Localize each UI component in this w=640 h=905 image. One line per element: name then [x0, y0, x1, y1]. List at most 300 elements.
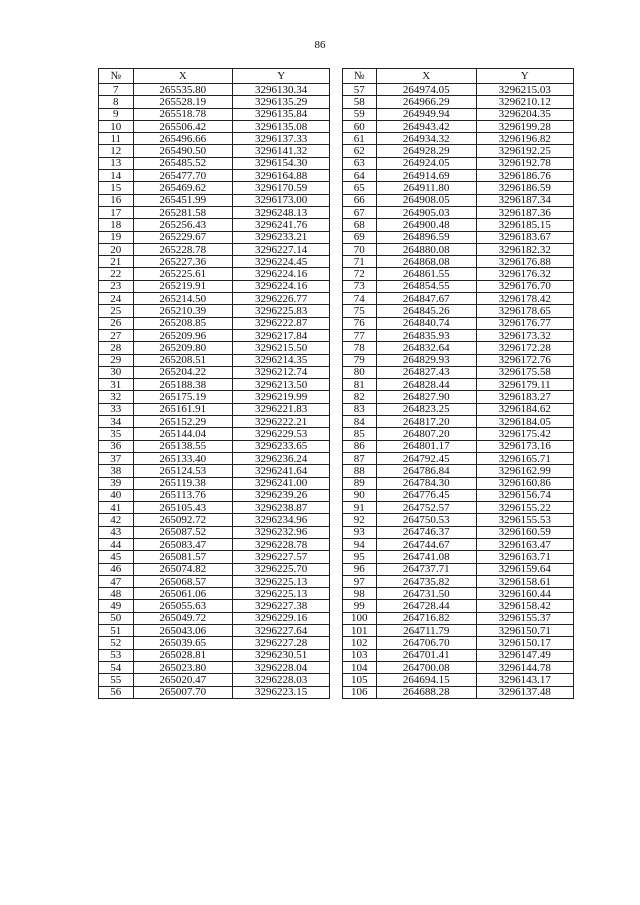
left-point-number: 11	[99, 133, 134, 145]
right-x-coordinate: 264868.08	[377, 256, 476, 268]
left-y-coordinate: 3296212.74	[232, 366, 329, 378]
left-x-coordinate: 265133.40	[133, 452, 232, 464]
left-x-coordinate: 265124.53	[133, 465, 232, 477]
table-row	[99, 219, 574, 231]
right-x-coordinate: 264829.93	[377, 354, 476, 366]
right-x-coordinate: 264752.57	[377, 502, 476, 514]
left-point-number: 20	[99, 243, 134, 255]
left-y-coordinate: 3296223.15	[232, 686, 329, 698]
column-gap	[330, 452, 342, 464]
left-y-coordinate: 3296225.70	[232, 563, 329, 575]
left-x-coordinate: 265227.36	[133, 256, 232, 268]
left-x-coordinate: 265043.06	[133, 625, 232, 637]
table-row	[99, 391, 574, 403]
right-point-number: 68	[342, 219, 377, 231]
left-y-coordinate: 3296173.00	[232, 194, 329, 206]
table-row	[99, 206, 574, 218]
left-y-coordinate: 3296224.16	[232, 280, 329, 292]
left-y-coordinate: 3296248.13	[232, 206, 329, 218]
column-gap	[330, 416, 342, 428]
right-x-coordinate: 264845.26	[377, 305, 476, 317]
column-gap	[330, 575, 342, 587]
table-row	[99, 674, 574, 686]
left-y-coordinate: 3296236.24	[232, 452, 329, 464]
right-x-coordinate: 264784.30	[377, 477, 476, 489]
column-gap	[330, 674, 342, 686]
left-x-coordinate: 265219.91	[133, 280, 232, 292]
right-y-coordinate: 3296160.86	[476, 477, 574, 489]
right-x-coordinate: 264949.94	[377, 108, 476, 120]
left-y-coordinate: 3296227.57	[232, 551, 329, 563]
right-x-coordinate: 264835.93	[377, 329, 476, 341]
left-point-number: 10	[99, 120, 134, 132]
right-x-coordinate: 264737.71	[377, 563, 476, 575]
column-gap	[330, 293, 342, 305]
left-x-coordinate: 265028.81	[133, 649, 232, 661]
right-y-coordinate: 3296204.35	[476, 108, 574, 120]
left-point-number: 34	[99, 416, 134, 428]
column-gap	[330, 403, 342, 415]
column-gap	[330, 477, 342, 489]
left-point-number: 16	[99, 194, 134, 206]
left-y-coordinate: 3296228.78	[232, 538, 329, 550]
column-gap	[330, 354, 342, 366]
right-y-coordinate: 3296178.65	[476, 305, 574, 317]
right-x-coordinate: 264792.45	[377, 452, 476, 464]
column-gap	[330, 538, 342, 550]
right-x-coordinate: 264731.50	[377, 588, 476, 600]
right-x-coordinate: 264840.74	[377, 317, 476, 329]
left-point-number: 8	[99, 96, 134, 108]
left-y-coordinate: 3296213.50	[232, 379, 329, 391]
table-row	[99, 366, 574, 378]
column-gap	[330, 108, 342, 120]
column-gap	[330, 489, 342, 501]
right-point-number: 93	[342, 526, 377, 538]
column-gap	[330, 649, 342, 661]
table-row	[99, 194, 574, 206]
table-row	[99, 305, 574, 317]
right-point-number: 96	[342, 563, 377, 575]
table-row	[99, 145, 574, 157]
left-point-number: 25	[99, 305, 134, 317]
right-x-coordinate: 264943.42	[377, 120, 476, 132]
right-y-coordinate: 3296159.64	[476, 563, 574, 575]
column-gap	[330, 305, 342, 317]
column-gap	[330, 637, 342, 649]
right-x-coordinate: 264827.90	[377, 391, 476, 403]
left-point-number: 50	[99, 612, 134, 624]
left-y-coordinate: 3296230.51	[232, 649, 329, 661]
right-x-coordinate: 264688.28	[377, 686, 476, 698]
right-point-number: 77	[342, 329, 377, 341]
table-row	[99, 649, 574, 661]
left-point-number: 52	[99, 637, 134, 649]
table-row	[99, 514, 574, 526]
right-y-coordinate: 3296183.67	[476, 231, 574, 243]
table-row	[99, 120, 574, 132]
left-y-coordinate: 3296227.28	[232, 637, 329, 649]
left-x-coordinate: 265214.50	[133, 293, 232, 305]
table-row	[99, 489, 574, 501]
table-row	[99, 342, 574, 354]
left-y-coordinate: 3296233.65	[232, 440, 329, 452]
table-row	[99, 477, 574, 489]
right-x-coordinate: 264928.29	[377, 145, 476, 157]
left-y-coordinate: 3296228.03	[232, 674, 329, 686]
left-point-number: 46	[99, 563, 134, 575]
right-x-coordinate: 264700.08	[377, 661, 476, 673]
column-gap	[330, 194, 342, 206]
table-row	[99, 379, 574, 391]
left-x-coordinate: 265228.78	[133, 243, 232, 255]
right-point-number: 75	[342, 305, 377, 317]
right-point-number: 69	[342, 231, 377, 243]
right-point-number: 83	[342, 403, 377, 415]
left-y-coordinate: 3296225.83	[232, 305, 329, 317]
column-gap	[330, 551, 342, 563]
right-y-coordinate: 3296176.77	[476, 317, 574, 329]
right-y-coordinate: 3296187.34	[476, 194, 574, 206]
right-point-number: 98	[342, 588, 377, 600]
left-y-coordinate: 3296215.50	[232, 342, 329, 354]
right-y-coordinate: 3296144.78	[476, 661, 574, 673]
left-point-number: 39	[99, 477, 134, 489]
table-row	[99, 686, 574, 698]
column-gap	[330, 120, 342, 132]
table-row	[99, 354, 574, 366]
table-row	[99, 428, 574, 440]
right-point-number: 103	[342, 649, 377, 661]
right-point-number: 72	[342, 268, 377, 280]
left-point-number: 27	[99, 329, 134, 341]
right-y-coordinate: 3296187.36	[476, 206, 574, 218]
right-point-number: 95	[342, 551, 377, 563]
left-y-coordinate: 3296224.16	[232, 268, 329, 280]
left-point-number: 12	[99, 145, 134, 157]
right-y-coordinate: 3296143.17	[476, 674, 574, 686]
right-point-number: 59	[342, 108, 377, 120]
left-x-coordinate: 265020.47	[133, 674, 232, 686]
left-point-number: 41	[99, 502, 134, 514]
right-y-coordinate: 3296192.78	[476, 157, 574, 169]
left-y-coordinate: 3296170.59	[232, 182, 329, 194]
column-gap	[330, 133, 342, 145]
left-y-coordinate: 3296214.35	[232, 354, 329, 366]
right-y-coordinate: 3296163.47	[476, 538, 574, 550]
column-gap	[330, 231, 342, 243]
table-row	[99, 452, 574, 464]
right-point-number: 90	[342, 489, 377, 501]
left-point-number: 44	[99, 538, 134, 550]
right-y-coordinate: 3296199.28	[476, 120, 574, 132]
right-x-coordinate: 264807.20	[377, 428, 476, 440]
right-x-coordinate: 264911.80	[377, 182, 476, 194]
table-row	[99, 661, 574, 673]
left-y-coordinate: 3296234.96	[232, 514, 329, 526]
left-x-coordinate: 265007.70	[133, 686, 232, 698]
left-x-coordinate: 265119.38	[133, 477, 232, 489]
left-point-number: 15	[99, 182, 134, 194]
left-x-coordinate: 265496.66	[133, 133, 232, 145]
table-row	[99, 96, 574, 108]
column-gap	[330, 317, 342, 329]
left-y-coordinate: 3296135.29	[232, 96, 329, 108]
right-y-coordinate: 3296137.48	[476, 686, 574, 698]
right-point-number: 105	[342, 674, 377, 686]
left-x-coordinate: 265469.62	[133, 182, 232, 194]
right-point-number: 99	[342, 600, 377, 612]
right-point-number: 88	[342, 465, 377, 477]
right-y-coordinate: 3296176.70	[476, 280, 574, 292]
left-point-number: 36	[99, 440, 134, 452]
left-point-number: 54	[99, 661, 134, 673]
left-point-number: 9	[99, 108, 134, 120]
left-x-coordinate: 265074.82	[133, 563, 232, 575]
left-y-coordinate: 3296229.16	[232, 612, 329, 624]
left-x-coordinate: 265138.55	[133, 440, 232, 452]
table-row	[99, 329, 574, 341]
column-gap	[330, 391, 342, 403]
left-y-coordinate: 3296225.13	[232, 575, 329, 587]
table-row	[99, 575, 574, 587]
left-point-number: 31	[99, 379, 134, 391]
left-point-number: 13	[99, 157, 134, 169]
left-point-number: 35	[99, 428, 134, 440]
table-row	[99, 440, 574, 452]
left-x-coordinate: 265256.43	[133, 219, 232, 231]
left-y-coordinate: 3296222.21	[232, 416, 329, 428]
right-y-coordinate: 3296158.61	[476, 575, 574, 587]
left-point-number: 28	[99, 342, 134, 354]
right-x-coordinate: 264908.05	[377, 194, 476, 206]
left-y-coordinate: 3296135.08	[232, 120, 329, 132]
right-y-coordinate: 3296165.71	[476, 452, 574, 464]
right-y-coordinate: 3296160.59	[476, 526, 574, 538]
right-point-number: 86	[342, 440, 377, 452]
table-row	[99, 243, 574, 255]
right-point-number: 79	[342, 354, 377, 366]
column-gap	[330, 612, 342, 624]
left-x-coordinate: 265229.67	[133, 231, 232, 243]
right-x-coordinate: 264966.29	[377, 96, 476, 108]
column-gap	[330, 268, 342, 280]
table-row	[99, 465, 574, 477]
column-gap	[330, 84, 342, 96]
table-row	[99, 157, 574, 169]
right-point-number: 82	[342, 391, 377, 403]
right-x-coordinate: 264924.05	[377, 157, 476, 169]
right-y-coordinate: 3296156.74	[476, 489, 574, 501]
left-x-coordinate: 265535.80	[133, 84, 232, 96]
column-gap	[330, 502, 342, 514]
right-point-number: 91	[342, 502, 377, 514]
table-row	[99, 170, 574, 182]
header-y-right: Y	[476, 69, 574, 84]
right-x-coordinate: 264900.48	[377, 219, 476, 231]
left-y-coordinate: 3296130.34	[232, 84, 329, 96]
header-x-left: X	[133, 69, 232, 84]
right-y-coordinate: 3296173.16	[476, 440, 574, 452]
right-point-number: 106	[342, 686, 377, 698]
left-point-number: 45	[99, 551, 134, 563]
left-x-coordinate: 265087.52	[133, 526, 232, 538]
column-gap	[330, 182, 342, 194]
left-point-number: 26	[99, 317, 134, 329]
left-x-coordinate: 265209.96	[133, 329, 232, 341]
left-x-coordinate: 265083.47	[133, 538, 232, 550]
left-point-number: 21	[99, 256, 134, 268]
header-y-left: Y	[232, 69, 329, 84]
right-x-coordinate: 264823.25	[377, 403, 476, 415]
left-point-number: 56	[99, 686, 134, 698]
right-point-number: 102	[342, 637, 377, 649]
left-point-number: 29	[99, 354, 134, 366]
left-x-coordinate: 265161.91	[133, 403, 232, 415]
right-point-number: 85	[342, 428, 377, 440]
right-y-coordinate: 3296175.42	[476, 428, 574, 440]
left-y-coordinate: 3296227.64	[232, 625, 329, 637]
left-x-coordinate: 265113.76	[133, 489, 232, 501]
left-point-number: 55	[99, 674, 134, 686]
table-body	[99, 84, 574, 699]
right-point-number: 78	[342, 342, 377, 354]
right-y-coordinate: 3296155.53	[476, 514, 574, 526]
right-point-number: 104	[342, 661, 377, 673]
right-x-coordinate: 264832.64	[377, 342, 476, 354]
column-gap	[330, 170, 342, 182]
right-y-coordinate: 3296162.99	[476, 465, 574, 477]
right-x-coordinate: 264750.53	[377, 514, 476, 526]
column-gap	[330, 563, 342, 575]
table-row	[99, 502, 574, 514]
left-x-coordinate: 265528.19	[133, 96, 232, 108]
column-gap	[330, 428, 342, 440]
right-x-coordinate: 264828.44	[377, 379, 476, 391]
right-y-coordinate: 3296183.27	[476, 391, 574, 403]
right-x-coordinate: 264817.20	[377, 416, 476, 428]
table-row	[99, 637, 574, 649]
left-y-coordinate: 3296229.53	[232, 428, 329, 440]
left-y-coordinate: 3296238.87	[232, 502, 329, 514]
left-point-number: 17	[99, 206, 134, 218]
right-y-coordinate: 3296184.62	[476, 403, 574, 415]
column-gap	[330, 625, 342, 637]
right-x-coordinate: 264905.03	[377, 206, 476, 218]
right-point-number: 100	[342, 612, 377, 624]
left-x-coordinate: 265477.70	[133, 170, 232, 182]
table-row	[99, 416, 574, 428]
table-row	[99, 538, 574, 550]
left-y-coordinate: 3296224.45	[232, 256, 329, 268]
right-point-number: 89	[342, 477, 377, 489]
left-x-coordinate: 265092.72	[133, 514, 232, 526]
right-x-coordinate: 264880.08	[377, 243, 476, 255]
left-x-coordinate: 265081.57	[133, 551, 232, 563]
table-row	[99, 182, 574, 194]
table-row	[99, 133, 574, 145]
left-y-coordinate: 3296225.13	[232, 588, 329, 600]
left-x-coordinate: 265188.38	[133, 379, 232, 391]
left-y-coordinate: 3296141.32	[232, 145, 329, 157]
right-y-coordinate: 3296178.42	[476, 293, 574, 305]
left-x-coordinate: 265210.39	[133, 305, 232, 317]
column-gap	[330, 342, 342, 354]
right-point-number: 65	[342, 182, 377, 194]
column-gap	[330, 661, 342, 673]
left-point-number: 40	[99, 489, 134, 501]
left-y-coordinate: 3296217.84	[232, 329, 329, 341]
table-row	[99, 280, 574, 292]
right-x-coordinate: 264827.43	[377, 366, 476, 378]
left-y-coordinate: 3296137.33	[232, 133, 329, 145]
left-x-coordinate: 265451.99	[133, 194, 232, 206]
right-x-coordinate: 264728.44	[377, 600, 476, 612]
left-point-number: 42	[99, 514, 134, 526]
table-row	[99, 293, 574, 305]
left-point-number: 48	[99, 588, 134, 600]
left-point-number: 18	[99, 219, 134, 231]
left-point-number: 24	[99, 293, 134, 305]
right-x-coordinate: 264694.15	[377, 674, 476, 686]
right-x-coordinate: 264847.67	[377, 293, 476, 305]
table-row	[99, 317, 574, 329]
left-x-coordinate: 265208.85	[133, 317, 232, 329]
right-point-number: 80	[342, 366, 377, 378]
right-y-coordinate: 3296147.49	[476, 649, 574, 661]
column-gap	[330, 69, 342, 84]
right-point-number: 101	[342, 625, 377, 637]
right-x-coordinate: 264776.45	[377, 489, 476, 501]
left-x-coordinate: 265518.78	[133, 108, 232, 120]
right-y-coordinate: 3296192.25	[476, 145, 574, 157]
right-point-number: 58	[342, 96, 377, 108]
column-gap	[330, 243, 342, 255]
left-x-coordinate: 265490.50	[133, 145, 232, 157]
right-y-coordinate: 3296176.88	[476, 256, 574, 268]
table-row	[99, 551, 574, 563]
right-y-coordinate: 3296150.17	[476, 637, 574, 649]
right-y-coordinate: 3296186.59	[476, 182, 574, 194]
right-x-coordinate: 264711.79	[377, 625, 476, 637]
left-x-coordinate: 265225.61	[133, 268, 232, 280]
left-x-coordinate: 265152.29	[133, 416, 232, 428]
column-gap	[330, 219, 342, 231]
right-x-coordinate: 264801.17	[377, 440, 476, 452]
left-x-coordinate: 265175.19	[133, 391, 232, 403]
right-y-coordinate: 3296172.28	[476, 342, 574, 354]
table-row	[99, 563, 574, 575]
right-y-coordinate: 3296184.05	[476, 416, 574, 428]
right-y-coordinate: 3296163.71	[476, 551, 574, 563]
column-gap	[330, 600, 342, 612]
right-y-coordinate: 3296155.37	[476, 612, 574, 624]
coordinates-table	[98, 68, 574, 699]
left-y-coordinate: 3296222.87	[232, 317, 329, 329]
right-x-coordinate: 264741.08	[377, 551, 476, 563]
right-point-number: 84	[342, 416, 377, 428]
right-y-coordinate: 3296176.32	[476, 268, 574, 280]
right-x-coordinate: 264706.70	[377, 637, 476, 649]
left-x-coordinate: 265485.52	[133, 157, 232, 169]
left-point-number: 49	[99, 600, 134, 612]
column-gap	[330, 686, 342, 698]
left-x-coordinate: 265055.63	[133, 600, 232, 612]
left-point-number: 30	[99, 366, 134, 378]
left-y-coordinate: 3296135.84	[232, 108, 329, 120]
table-row	[99, 108, 574, 120]
left-y-coordinate: 3296241.00	[232, 477, 329, 489]
